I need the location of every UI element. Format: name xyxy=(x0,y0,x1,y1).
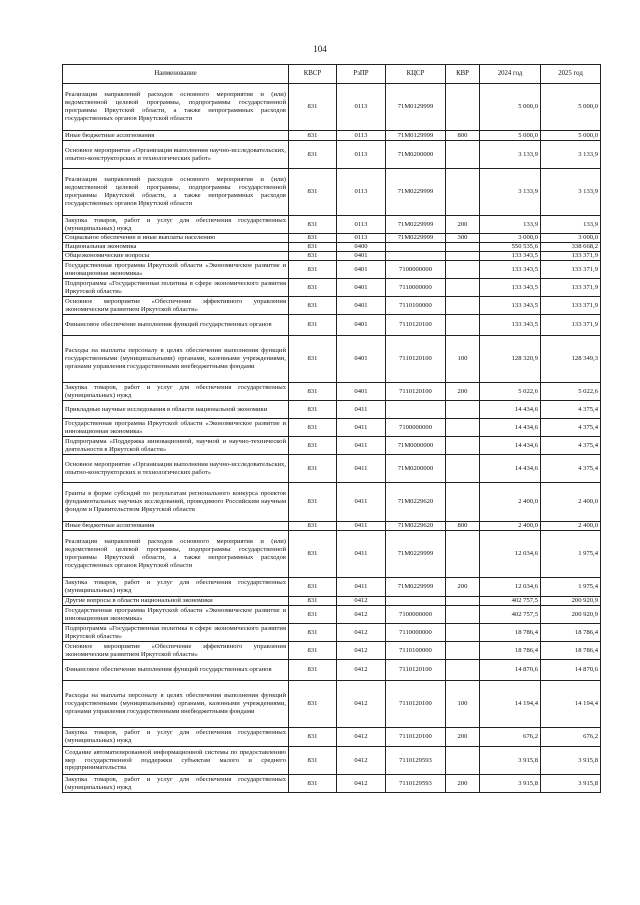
row-amount-2024: 14 434,6 xyxy=(480,455,541,483)
row-rzpr: 0411 xyxy=(337,531,386,578)
row-name: Государственная программа Иркутской области «Экономическое развитие и инновационная экономика» xyxy=(63,419,289,437)
row-amount-2024: 3 915,8 xyxy=(480,775,541,793)
table-row xyxy=(63,234,601,243)
row-kvsr: 831 xyxy=(289,775,337,793)
table-row xyxy=(63,728,601,747)
row-kcsr: 7110120100 xyxy=(386,660,446,681)
row-amount-2024: 133,9 xyxy=(480,216,541,234)
row-kvr: 300 xyxy=(446,234,480,243)
row-name: Финансовое обеспечение выполнения функций государственных органов xyxy=(63,660,289,681)
row-kcsr: 7110129593 xyxy=(386,775,446,793)
row-kcsr: 7100000000 xyxy=(386,261,446,279)
row-amount-2025: 200 920,9 xyxy=(541,606,601,624)
row-rzpr: 0401 xyxy=(337,261,386,279)
row-amount-2024: 3 915,8 xyxy=(480,747,541,775)
table-row xyxy=(63,522,601,531)
row-amount-2025: 128 349,3 xyxy=(541,336,601,383)
row-kvsr: 831 xyxy=(289,252,337,261)
table-row xyxy=(63,597,601,606)
row-name: Расходы на выплаты персоналу в целях обеспечения выполнения функций государственными (муниципальными) органами, казенными учреждениями, органами управления государственными внебюджетными фондами xyxy=(63,681,289,728)
row-amount-2024: 5 022,6 xyxy=(480,383,541,401)
row-kvsr: 831 xyxy=(289,578,337,597)
row-kcsr: 7110000000 xyxy=(386,279,446,297)
table-row xyxy=(63,279,601,297)
row-kcsr: 71М0229999 xyxy=(386,216,446,234)
table-row xyxy=(63,141,601,169)
row-kvsr: 831 xyxy=(289,216,337,234)
row-kvr: 200 xyxy=(446,775,480,793)
row-kvr: 200 xyxy=(446,728,480,747)
row-rzpr: 0412 xyxy=(337,728,386,747)
row-kvr: 200 xyxy=(446,383,480,401)
row-kvr xyxy=(446,531,480,578)
header-name: Наименование xyxy=(63,65,289,84)
row-amount-2025: 200 920,9 xyxy=(541,597,601,606)
row-kvsr: 831 xyxy=(289,522,337,531)
row-rzpr: 0412 xyxy=(337,775,386,793)
row-kcsr xyxy=(386,252,446,261)
row-name: Гранты в форме субсидий по результатам регионального конкурса проектов фундаментальных научных исследований, проводимого Российским научным фондом и Правительством Иркутской области xyxy=(63,483,289,522)
row-kvr xyxy=(446,606,480,624)
row-kvsr: 831 xyxy=(289,455,337,483)
row-amount-2024: 12 034,6 xyxy=(480,578,541,597)
row-kvsr: 831 xyxy=(289,642,337,660)
row-amount-2025: 3 000,0 xyxy=(541,234,601,243)
table-row xyxy=(63,169,601,216)
row-kvr: 800 xyxy=(446,131,480,141)
table-row xyxy=(63,681,601,728)
table-row xyxy=(63,383,601,401)
row-kvsr: 831 xyxy=(289,624,337,642)
row-amount-2025: 338 668,2 xyxy=(541,243,601,252)
row-name: Иные бюджетные ассигнования xyxy=(63,522,289,531)
row-rzpr: 0401 xyxy=(337,336,386,383)
row-amount-2024: 14 434,6 xyxy=(480,419,541,437)
row-kcsr: 71М0229999 xyxy=(386,578,446,597)
row-kvsr: 831 xyxy=(289,169,337,216)
table-row xyxy=(63,131,601,141)
row-kvsr: 831 xyxy=(289,531,337,578)
table-row xyxy=(63,483,601,522)
row-kcsr: 7110120100 xyxy=(386,383,446,401)
row-kvsr: 831 xyxy=(289,681,337,728)
row-kcsr xyxy=(386,597,446,606)
row-amount-2025: 18 786,4 xyxy=(541,624,601,642)
table-row xyxy=(63,642,601,660)
row-rzpr: 0401 xyxy=(337,315,386,336)
row-rzpr: 0113 xyxy=(337,131,386,141)
row-rzpr: 0412 xyxy=(337,747,386,775)
table-row xyxy=(63,401,601,419)
row-kvsr: 831 xyxy=(289,336,337,383)
row-kcsr: 71М0229620 xyxy=(386,483,446,522)
row-rzpr: 0411 xyxy=(337,522,386,531)
header-kvr: КВР xyxy=(446,65,480,84)
row-kcsr: 71М0000000 xyxy=(386,437,446,455)
row-rzpr: 0113 xyxy=(337,84,386,131)
table-row xyxy=(63,747,601,775)
row-rzpr: 0113 xyxy=(337,141,386,169)
row-amount-2024: 5 000,0 xyxy=(480,84,541,131)
table-row xyxy=(63,315,601,336)
budget-table xyxy=(62,64,601,793)
row-amount-2024: 18 786,4 xyxy=(480,642,541,660)
row-rzpr: 0411 xyxy=(337,455,386,483)
header-rzpr: РзПР xyxy=(337,65,386,84)
row-name: Создание автоматизированной информационной системы по предоставлению мер государственной поддержки субъектам малого и среднего предпринимательства xyxy=(63,747,289,775)
row-amount-2025: 1 975,4 xyxy=(541,578,601,597)
row-rzpr: 0412 xyxy=(337,642,386,660)
row-kvsr: 831 xyxy=(289,606,337,624)
row-amount-2025: 5 000,0 xyxy=(541,84,601,131)
row-name: Закупка товаров, работ и услуг для обеспечения государственных (муниципальных) нужд xyxy=(63,775,289,793)
row-kvr: 200 xyxy=(446,216,480,234)
row-rzpr: 0401 xyxy=(337,297,386,315)
row-name: Подпрограмма «Государственная политика в сфере экономического развития Иркутской области» xyxy=(63,624,289,642)
row-amount-2024: 5 000,0 xyxy=(480,131,541,141)
row-rzpr: 0411 xyxy=(337,419,386,437)
row-kvr xyxy=(446,660,480,681)
row-amount-2025: 3 915,8 xyxy=(541,747,601,775)
row-amount-2024: 3 133,9 xyxy=(480,169,541,216)
row-rzpr: 0411 xyxy=(337,578,386,597)
row-name: Подпрограмма «Поддержка инновационной, научной и научно-технической деятельности в Иркутской области» xyxy=(63,437,289,455)
row-kvsr: 831 xyxy=(289,243,337,252)
row-amount-2024: 14 434,6 xyxy=(480,437,541,455)
row-amount-2025: 133 371,9 xyxy=(541,315,601,336)
row-rzpr: 0412 xyxy=(337,681,386,728)
row-amount-2025: 3 133,9 xyxy=(541,141,601,169)
row-amount-2025: 14 194,4 xyxy=(541,681,601,728)
row-kcsr: 7110100000 xyxy=(386,297,446,315)
row-rzpr: 0411 xyxy=(337,437,386,455)
row-amount-2025: 18 786,4 xyxy=(541,642,601,660)
row-kvsr: 831 xyxy=(289,261,337,279)
page-number: 104 xyxy=(313,44,327,54)
row-amount-2024: 2 400,0 xyxy=(480,483,541,522)
row-kcsr: 7110100000 xyxy=(386,642,446,660)
table-row xyxy=(63,606,601,624)
row-amount-2025: 1 975,4 xyxy=(541,531,601,578)
row-amount-2025: 4 375,4 xyxy=(541,419,601,437)
row-name: Социальное обеспечение и иные выплаты населению xyxy=(63,234,289,243)
row-name: Основное мероприятие «Организация выполнения научно-исследовательских, опытно-конструкторских и технологических работ» xyxy=(63,455,289,483)
row-kcsr: 71М0229999 xyxy=(386,234,446,243)
row-kcsr: 71М0200000 xyxy=(386,455,446,483)
header-kvsr: КВСР xyxy=(289,65,337,84)
table-row xyxy=(63,419,601,437)
row-name: Другие вопросы в области национальной экономики xyxy=(63,597,289,606)
row-kcsr: 71М0129999 xyxy=(386,84,446,131)
row-kvsr: 831 xyxy=(289,131,337,141)
row-amount-2025: 133 371,9 xyxy=(541,297,601,315)
header-2025: 2025 год xyxy=(541,65,601,84)
row-kvr xyxy=(446,624,480,642)
row-amount-2024: 18 786,4 xyxy=(480,624,541,642)
table-row xyxy=(63,243,601,252)
row-kvsr: 831 xyxy=(289,437,337,455)
row-name: Иные бюджетные ассигнования xyxy=(63,131,289,141)
row-name: Общеэкономические вопросы xyxy=(63,252,289,261)
row-name: Государственная программа Иркутской области «Экономическое развитие и инновационная экономика» xyxy=(63,606,289,624)
row-rzpr: 0412 xyxy=(337,606,386,624)
row-kvr xyxy=(446,169,480,216)
row-amount-2025: 3 133,9 xyxy=(541,169,601,216)
row-amount-2024: 402 757,5 xyxy=(480,606,541,624)
table-row xyxy=(63,297,601,315)
row-name: Основное мероприятие «Обеспечение эффективного управления экономическим развитием Иркутской области» xyxy=(63,297,289,315)
row-kcsr: 7110000000 xyxy=(386,624,446,642)
row-amount-2024: 14 434,6 xyxy=(480,401,541,419)
row-amount-2025: 2 400,0 xyxy=(541,483,601,522)
row-kvsr: 831 xyxy=(289,84,337,131)
table-row xyxy=(63,216,601,234)
row-amount-2024: 128 320,9 xyxy=(480,336,541,383)
row-kcsr: 7110120100 xyxy=(386,681,446,728)
row-amount-2024: 402 757,5 xyxy=(480,597,541,606)
row-kvr xyxy=(446,483,480,522)
row-kvsr: 831 xyxy=(289,234,337,243)
row-amount-2024: 676,2 xyxy=(480,728,541,747)
row-kcsr xyxy=(386,401,446,419)
row-kvr xyxy=(446,279,480,297)
row-rzpr: 0412 xyxy=(337,660,386,681)
row-kcsr xyxy=(386,243,446,252)
row-kvr xyxy=(446,243,480,252)
row-amount-2025: 133 371,9 xyxy=(541,252,601,261)
row-amount-2024: 14 194,4 xyxy=(480,681,541,728)
table-row xyxy=(63,578,601,597)
row-kvr: 100 xyxy=(446,681,480,728)
row-name: Государственная программа Иркутской области «Экономическое развитие и инновационная экономика» xyxy=(63,261,289,279)
row-kcsr: 7110120100 xyxy=(386,336,446,383)
table-row xyxy=(63,261,601,279)
row-amount-2024: 3 133,9 xyxy=(480,141,541,169)
row-kvsr: 831 xyxy=(289,401,337,419)
row-kvr xyxy=(446,315,480,336)
row-name: Национальная экономика xyxy=(63,243,289,252)
table-body xyxy=(63,84,601,793)
row-amount-2025: 133 371,9 xyxy=(541,279,601,297)
table-row xyxy=(63,624,601,642)
row-rzpr: 0401 xyxy=(337,383,386,401)
row-amount-2024: 133 343,5 xyxy=(480,297,541,315)
row-kvr: 200 xyxy=(446,578,480,597)
row-kcsr: 71М0229999 xyxy=(386,169,446,216)
row-amount-2025: 676,2 xyxy=(541,728,601,747)
row-amount-2025: 4 375,4 xyxy=(541,455,601,483)
row-kvr xyxy=(446,597,480,606)
row-kvr xyxy=(446,437,480,455)
row-rzpr: 0400 xyxy=(337,243,386,252)
row-kcsr: 7110129593 xyxy=(386,747,446,775)
row-rzpr: 0412 xyxy=(337,597,386,606)
row-name: Расходы на выплаты персоналу в целях обеспечения выполнения функций государственными (муниципальными) органами, казенными учреждениями, органами управления государственными внебюджетными фондами xyxy=(63,336,289,383)
row-kvsr: 831 xyxy=(289,747,337,775)
row-amount-2024: 550 535,6 xyxy=(480,243,541,252)
table-row xyxy=(63,336,601,383)
table-row xyxy=(63,775,601,793)
row-kcsr: 71М0229620 xyxy=(386,522,446,531)
row-kcsr: 7110120100 xyxy=(386,315,446,336)
table-row xyxy=(63,531,601,578)
row-rzpr: 0401 xyxy=(337,279,386,297)
row-kcsr: 71М0229999 xyxy=(386,531,446,578)
row-name: Подпрограмма «Государственная политика в сфере экономического развития Иркутской области» xyxy=(63,279,289,297)
row-kvsr: 831 xyxy=(289,383,337,401)
row-kvr: 800 xyxy=(446,522,480,531)
row-name: Финансовое обеспечение выполнения функций государственных органов xyxy=(63,315,289,336)
row-kcsr: 71М0200000 xyxy=(386,141,446,169)
row-rzpr: 0411 xyxy=(337,483,386,522)
row-amount-2024: 3 000,0 xyxy=(480,234,541,243)
row-amount-2025: 2 400,0 xyxy=(541,522,601,531)
row-name: Закупка товаров, работ и услуг для обеспечения государственных (муниципальных) нужд xyxy=(63,578,289,597)
row-amount-2025: 133,9 xyxy=(541,216,601,234)
row-amount-2024: 133 343,5 xyxy=(480,252,541,261)
row-kvr xyxy=(446,419,480,437)
row-amount-2025: 5 000,0 xyxy=(541,131,601,141)
row-name: Закупка товаров, работ и услуг для обеспечения государственных (муниципальных) нужд xyxy=(63,216,289,234)
row-amount-2025: 4 375,4 xyxy=(541,437,601,455)
row-kvr xyxy=(446,84,480,131)
row-kvsr: 831 xyxy=(289,297,337,315)
row-rzpr: 0401 xyxy=(337,252,386,261)
row-amount-2025: 4 375,4 xyxy=(541,401,601,419)
row-rzpr: 0412 xyxy=(337,624,386,642)
row-kvr xyxy=(446,455,480,483)
row-amount-2024: 14 870,6 xyxy=(480,660,541,681)
row-rzpr: 0411 xyxy=(337,401,386,419)
row-name: Реализация направлений расходов основного мероприятия и (или) ведомственной целевой программы, подпрограммы государственной программы Иркутской области, а также непрограммных расходов государственных органов Иркутской области xyxy=(63,531,289,578)
row-kvsr: 831 xyxy=(289,141,337,169)
table-header-row xyxy=(63,65,601,84)
table-row xyxy=(63,437,601,455)
row-rzpr: 0113 xyxy=(337,234,386,243)
row-kcsr: 71М0129999 xyxy=(386,131,446,141)
row-rzpr: 0113 xyxy=(337,169,386,216)
row-kcsr: 7100000000 xyxy=(386,419,446,437)
row-kcsr: 7110120100 xyxy=(386,728,446,747)
row-name: Закупка товаров, работ и услуг для обеспечения государственных (муниципальных) нужд xyxy=(63,728,289,747)
table-row xyxy=(63,455,601,483)
row-kvr xyxy=(446,401,480,419)
table-row xyxy=(63,252,601,261)
header-2024: 2024 год xyxy=(480,65,541,84)
row-kvsr: 831 xyxy=(289,660,337,681)
row-kvsr: 831 xyxy=(289,728,337,747)
row-kvsr: 831 xyxy=(289,279,337,297)
row-kvr xyxy=(446,261,480,279)
row-amount-2025: 5 022,6 xyxy=(541,383,601,401)
row-rzpr: 0113 xyxy=(337,216,386,234)
row-name: Реализация направлений расходов основного мероприятия и (или) ведомственной целевой программы, подпрограммы государственной программы Иркутской области, а также непрограммных расходов государственных органов Иркутской области xyxy=(63,169,289,216)
row-kvr xyxy=(446,642,480,660)
table-row xyxy=(63,660,601,681)
row-name: Реализация направлений расходов основного мероприятия и (или) ведомственной целевой программы, подпрограммы государственной программы Иркутской области, а также непрограммных расходов государственных органов Иркутской области xyxy=(63,84,289,131)
row-kvr xyxy=(446,297,480,315)
row-name: Основное мероприятие «Обеспечение эффективного управления экономическим развитием Иркутской области» xyxy=(63,642,289,660)
table-row xyxy=(63,84,601,131)
row-amount-2024: 12 034,6 xyxy=(480,531,541,578)
row-kvsr: 831 xyxy=(289,597,337,606)
row-kvr xyxy=(446,747,480,775)
row-kvr: 100 xyxy=(446,336,480,383)
row-kvr xyxy=(446,141,480,169)
row-amount-2024: 133 343,5 xyxy=(480,261,541,279)
row-kvsr: 831 xyxy=(289,483,337,522)
row-amount-2024: 133 343,5 xyxy=(480,315,541,336)
row-kcsr: 7100000000 xyxy=(386,606,446,624)
row-amount-2025: 133 371,9 xyxy=(541,261,601,279)
row-kvsr: 831 xyxy=(289,419,337,437)
row-name: Основное мероприятие «Организация выполнения научно-исследовательских, опытно-конструкторских и технологических работ» xyxy=(63,141,289,169)
row-name: Закупка товаров, работ и услуг для обеспечения государственных (муниципальных) нужд xyxy=(63,383,289,401)
row-kvr xyxy=(446,252,480,261)
row-amount-2024: 133 343,5 xyxy=(480,279,541,297)
row-name: Прикладные научные исследования в области национальной экономики xyxy=(63,401,289,419)
row-kvsr: 831 xyxy=(289,315,337,336)
header-kcsr: КЦСР xyxy=(386,65,446,84)
row-amount-2025: 3 915,8 xyxy=(541,775,601,793)
row-amount-2025: 14 870,6 xyxy=(541,660,601,681)
row-amount-2024: 2 400,0 xyxy=(480,522,541,531)
